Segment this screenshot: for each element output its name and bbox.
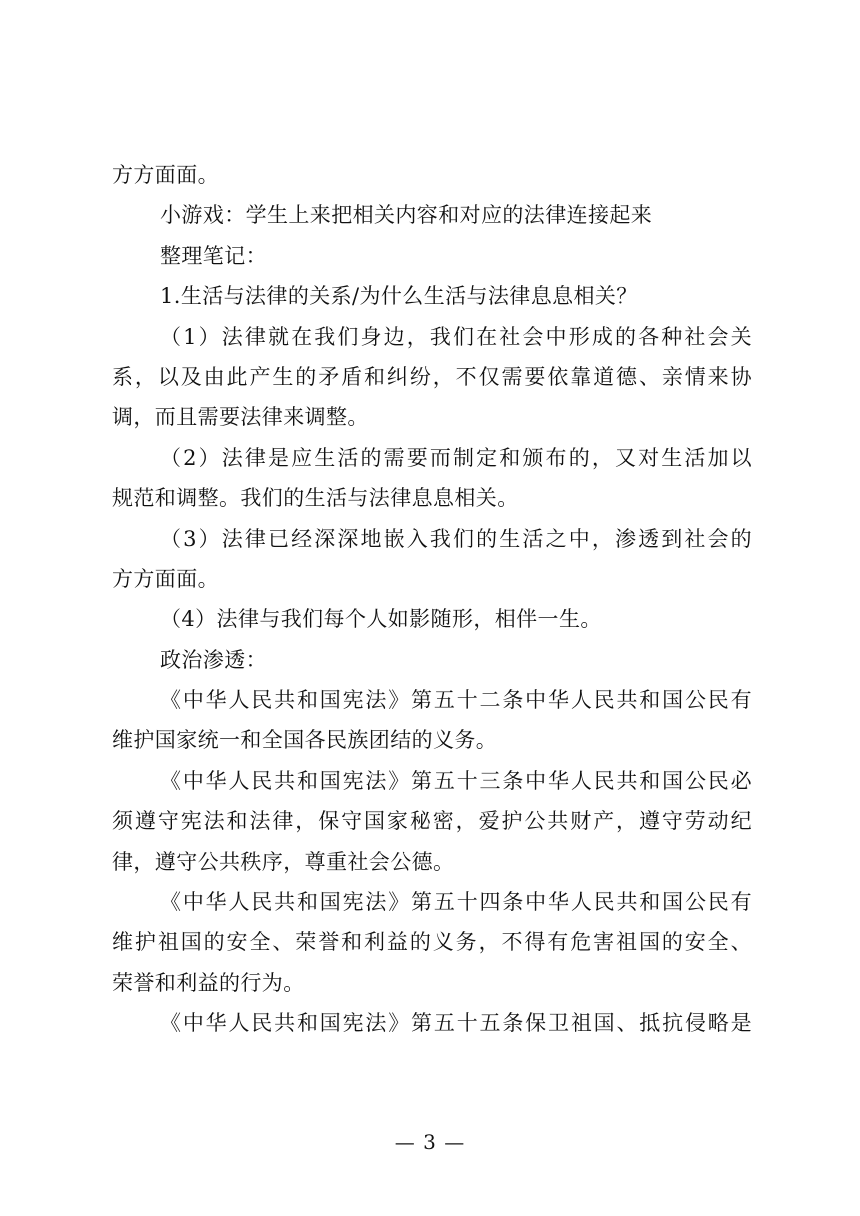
text-line: （3）法律已经深深地嵌入我们的生活之中，渗透到社会的 [160,526,752,551]
document-body [112,155,752,1044]
text-line: 《中华人民共和国宪法》第五十三条中华人民共和国公民必 [160,768,752,793]
numbered-question: 1.生活与法律的关系/为什么生活与法律息息相关？ [160,284,638,309]
text-line: 《中华人民共和国宪法》第五十二条中华人民共和国公民有 [160,688,752,713]
section-heading: 政治渗透： [160,647,267,672]
text-line: 系，以及由此产生的矛盾和纠纷，不仅需要依靠道德、亲情来协 [112,364,752,389]
text-line: 维护国家统一和全国各民族团结的义务。 [112,728,498,753]
text-line: 调，而且需要法律来调整。 [112,405,369,430]
text-line: 《中华人民共和国宪法》第五十四条中华人民共和国公民有 [160,890,752,915]
text-line: 小游戏：学生上来把相关内容和对应的法律连接起来 [160,203,653,228]
section-heading: 整理笔记： [160,243,267,268]
text-line: （1）法律就在我们身边，我们在社会中形成的各种社会关 [160,324,752,349]
text-line: 《中华人民共和国宪法》第五十五条保卫祖国、抵抗侵略是 [160,1011,752,1036]
text-line: （2）法律是应生活的需要而制定和颁布的，又对生活加以 [160,445,752,470]
page-number: — 3 — [394,1130,466,1154]
text-line: 方方面面。 [112,566,219,591]
text-line: 维护祖国的安全、荣誉和利益的义务，不得有危害祖国的安全、 [112,930,752,955]
text-line: 须遵守宪法和法律，保守国家秘密，爱护公共财产，遵守劳动纪 [112,809,752,834]
text-line: 方方面面。 [112,163,219,187]
text-line: 律，遵守公共秩序，尊重社会公德。 [112,849,455,874]
text-line: 荣誉和利益的行为。 [112,970,305,995]
text-line: （4）法律与我们每个人如影随形，相伴一生。 [160,607,602,632]
text-line: 规范和调整。我们的生活与法律息息相关。 [112,486,519,511]
